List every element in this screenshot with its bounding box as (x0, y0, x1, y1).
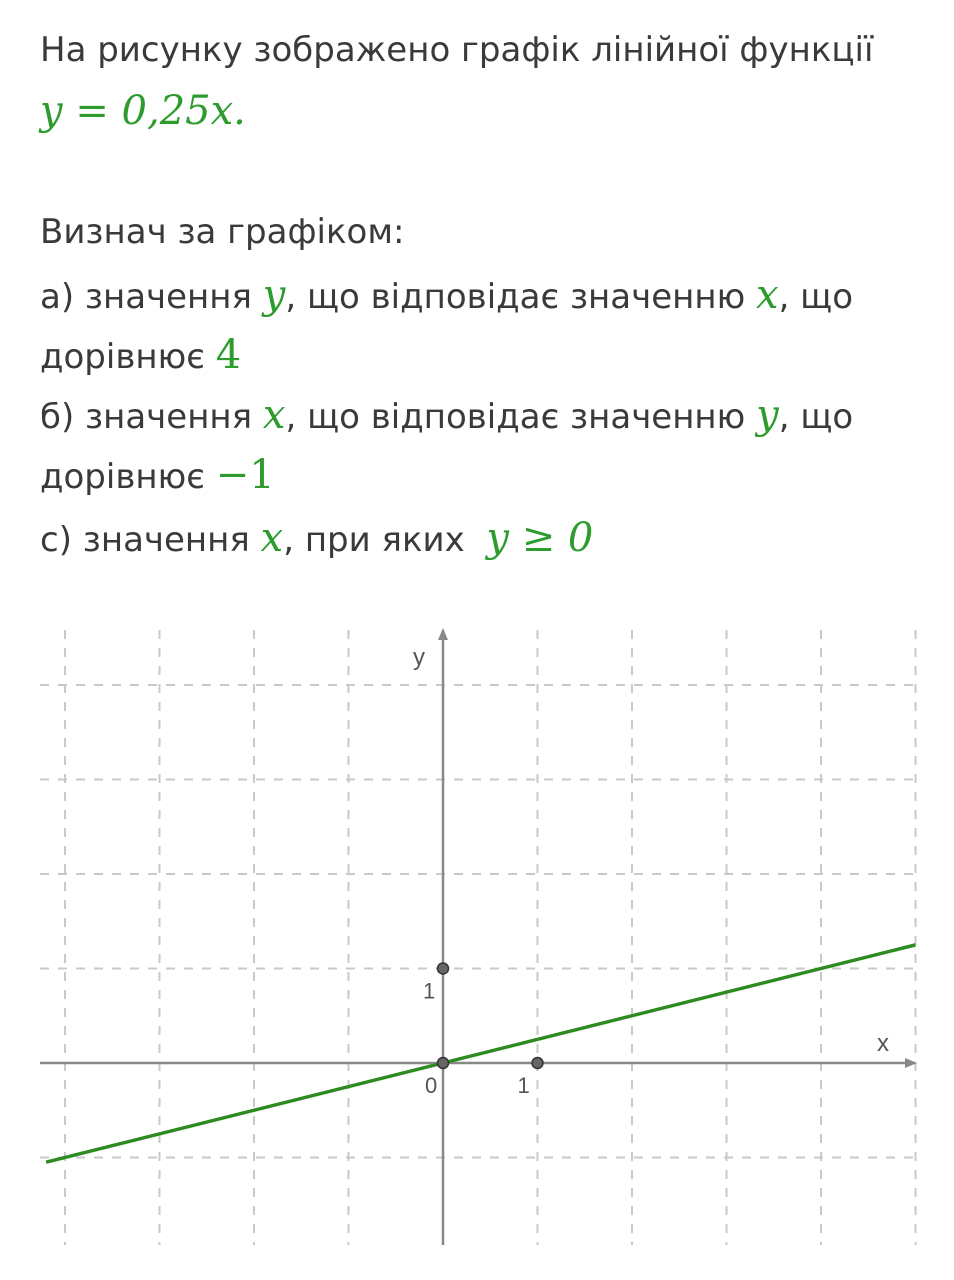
intro-text: На рисунку зображено графік лінійної функції (40, 30, 874, 70)
series-lines (46, 945, 915, 1162)
tick-label: 0 (425, 1073, 438, 1098)
grid-lines (40, 630, 916, 1245)
function-formula: y = 0,25x. (40, 88, 246, 134)
question-a-line2: дорівнює 4 (40, 332, 242, 378)
data-point (438, 1058, 449, 1069)
data-point (532, 1058, 543, 1069)
question-c: с) значення x, при яких y ≥ 0 (40, 515, 594, 561)
question-b-line2: дорівнює −1 (40, 452, 275, 498)
x-axis-label: x (877, 1030, 889, 1057)
series-line (46, 945, 915, 1162)
tick-labels (423, 979, 530, 1099)
y-axis-label: y (413, 644, 425, 671)
tick-label: 1 (423, 978, 436, 1004)
question-b-line1: б) значення x, що відповідає значенню y, що (40, 392, 854, 438)
prompt-text: Визнач за графіком: (40, 212, 405, 252)
function-graph (0, 600, 954, 1260)
axes (40, 630, 915, 1245)
question-a-line1: а) значення y, що відповідає значенню x, що (40, 272, 854, 318)
data-point (438, 963, 449, 974)
tick-label: 1 (517, 1073, 530, 1098)
